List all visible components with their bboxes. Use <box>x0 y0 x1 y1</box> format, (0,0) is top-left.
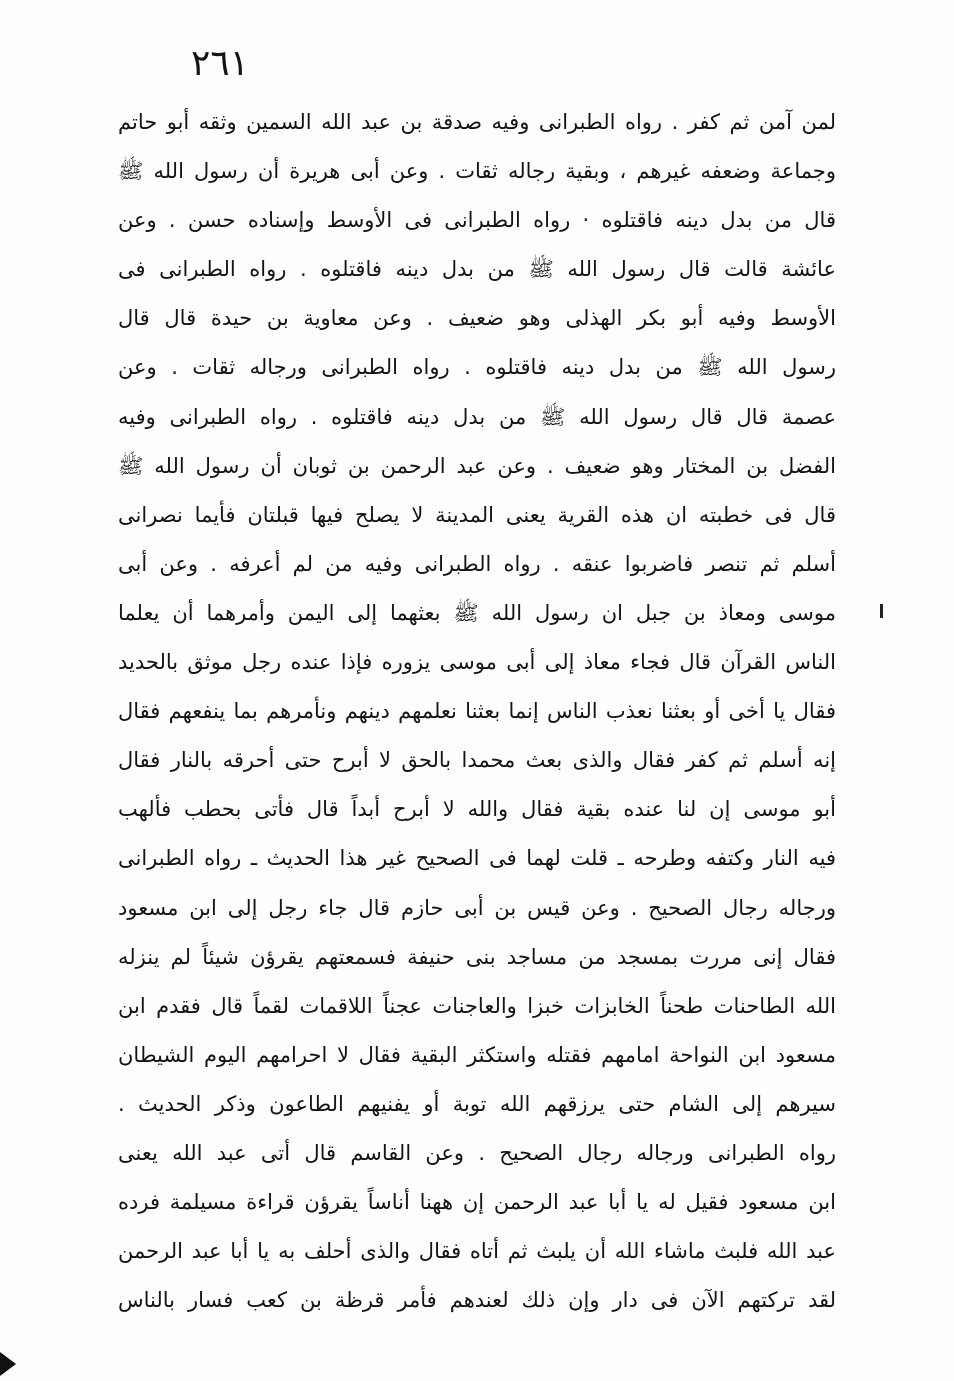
text-line: الله الطاحنات طحناً الخابزات خبزا والعاجنات عجناً اللاقمات لقماً قال فقدم ابن <box>118 993 836 1018</box>
text-line: ورجاله رجال الصحيح . وعن قيس بن أبى حازم قال جاء رجل إلى ابن مسعود <box>118 895 836 920</box>
text-line: رسول الله ﷺ من بدل دينه فاقتلوه . رواه الطبرانى ورجاله ثقات . وعن <box>118 355 836 380</box>
text-line: الأوسط وفيه أبو بكر الهذلى وهو ضعيف . وعن معاوية بن حيدة قال قال <box>118 306 836 331</box>
text-line: الناس القرآن قال فجاء معاذ إلى أبى موسى يزوره فإذا عنده رجل موثق بالحديد <box>118 650 836 675</box>
text-line: فقال يا أخى أو بعثنا نعذب الناس إنما بعثنا نعلمهم دينهم ونأمرهم بما ينفعهم فقال <box>118 699 836 724</box>
text-line: موسى ومعاذ بن جبل ان رسول الله ﷺ بعثهما إلى اليمن وأمرهما أن يعلما <box>118 600 836 625</box>
text-line: فيه النار وكتفه وطرحه ـ قلت لهما فى الصحيح غير هذا الحديث ـ رواه الطبرانى <box>118 846 836 871</box>
text-line: ابن مسعود فقيل له يا أبا عبد الرحمن إن ههنا أناساً يقرؤن قراءة مسيلمة فرده <box>118 1190 836 1215</box>
text-line: قال فى خطبته ان هذه القرية يعنى المدينة لا يصلح فيها قبلتان فأيما نصرانى <box>118 502 836 527</box>
text-line: فقال إنى مررت بمسجد من مساجد بنى حنيفة فسمعتهم يقرؤن شيئاً لم ينزله <box>118 944 836 969</box>
text-line: أبو موسى إن لنا عنده بقية فقال والله لا أبرح أبداً قال فأتى بحطب فألهب <box>118 797 836 822</box>
text-line: سيرهم إلى الشام حتى يرزقهم الله توبة أو يفنيهم الطاعون وذكر الحديث . <box>118 1091 836 1116</box>
text-line: عصمة قال قال رسول الله ﷺ من بدل دينه فاقتلوه . رواه الطبرانى وفيه <box>118 404 836 429</box>
text-line: مسعود ابن النواحة امامهم فقتله واستكثر البقية فقال لا احرامهم اليوم الشيطان <box>118 1042 836 1067</box>
text-line: قال من بدل دينه فاقتلوه · رواه الطبرانى فى الأوسط وإسناده حسن . وعن <box>118 208 836 233</box>
text-line: إنه أسلم ثم كفر فقال والذى بعث محمدا بالحق لا أبرح حتى أحرقه بالنار فقال <box>118 748 836 773</box>
text-line: أسلم ثم تنصر فاضربوا عنقه . رواه الطبرانى وفيه من لم أعرفه . وعن أبى <box>118 551 836 576</box>
text-line: وجماعة وضعفه غيرهم ، وبقية رجاله ثقات . وعن أبى هريرة أن رسول الله ﷺ <box>118 159 836 184</box>
text-line: لقد تركتهم الآن فى دار وإن ذلك لعندهم فأمر قرظة بن كعب فسار بالناس <box>118 1288 836 1313</box>
body-text <box>118 98 836 1325</box>
text-line: عبد الله فلبث ماشاء الله أن يلبث ثم أتاه فقال والذى أحلف به يا أبا عبد الرحمن <box>118 1239 836 1264</box>
margin-mark <box>880 604 883 618</box>
text-line: رواه الطبرانى ورجاله رجال الصحيح . وعن القاسم قال أتى عبد الله يعنى <box>118 1140 836 1165</box>
page-number: ٢٦١ <box>190 43 249 84</box>
corner-arrow-icon <box>0 1352 16 1376</box>
text-line: عائشة قالت قال رسول الله ﷺ من بدل دينه فاقتلوه . رواه الطبرانى فى <box>118 257 836 282</box>
text-line: الفضل بن المختار وهو ضعيف . وعن عبد الرحمن بن ثوبان أن رسول الله ﷺ <box>118 453 836 478</box>
text-line: لمن آمن ثم كفر . رواه الطبرانى وفيه صدقة بن عبد الله السمين وثقه أبو حاتم <box>118 110 836 134</box>
